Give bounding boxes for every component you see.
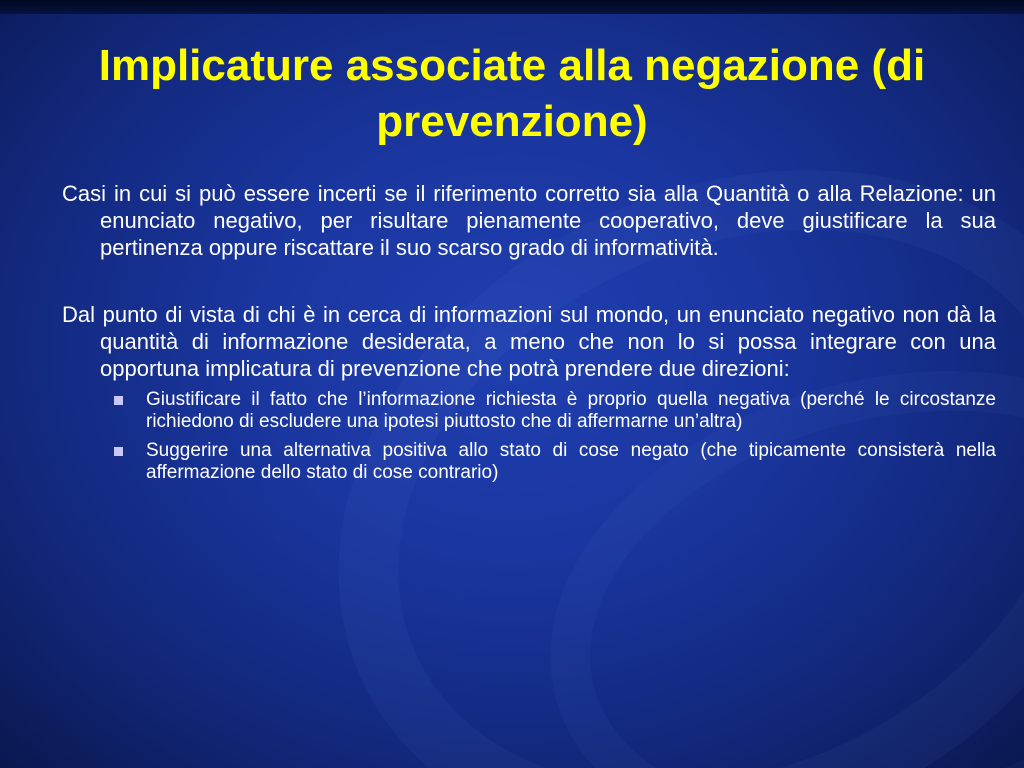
sub-item-text: Suggerire una alternativa positiva allo stato di cose negato (che tipicamente consisterà nella affermazione dello stato di cose contrario) [146, 440, 996, 483]
sub-item-text: Giustificare il fatto che l’informazione richiesta è proprio quella negativa (perché le circostanze richiedono di escludere una ipotesi piuttosto che di affermarne un’altra) [146, 389, 996, 432]
slide-body [62, 180, 996, 484]
paragraph-2: Dal punto di vista di chi è in cerca di informazioni sul mondo, un enunciato negativo non dà la quantità di informazione desiderata, a meno che non lo si possa integrare con una opportuna implicatura di prevenzione che potrà prendere due direzioni: [62, 302, 996, 381]
sub-item-1 [146, 389, 996, 433]
square-bullet-icon [114, 396, 123, 405]
sub-item-2 [146, 440, 996, 484]
paragraph-1: Casi in cui si può essere incerti se il riferimento corretto sia alla Quantità o alla Relazione: un enunciato negativo, per risultare pienamente cooperativo, deve giustificare la sua pertinenza oppure riscattare il suo scarso grado di informatività. [62, 181, 996, 260]
top-bar [0, 0, 1024, 14]
slide-title: Implicature associate alla negazione (di prevenzione) [98, 41, 926, 146]
square-bullet-icon [114, 447, 123, 456]
